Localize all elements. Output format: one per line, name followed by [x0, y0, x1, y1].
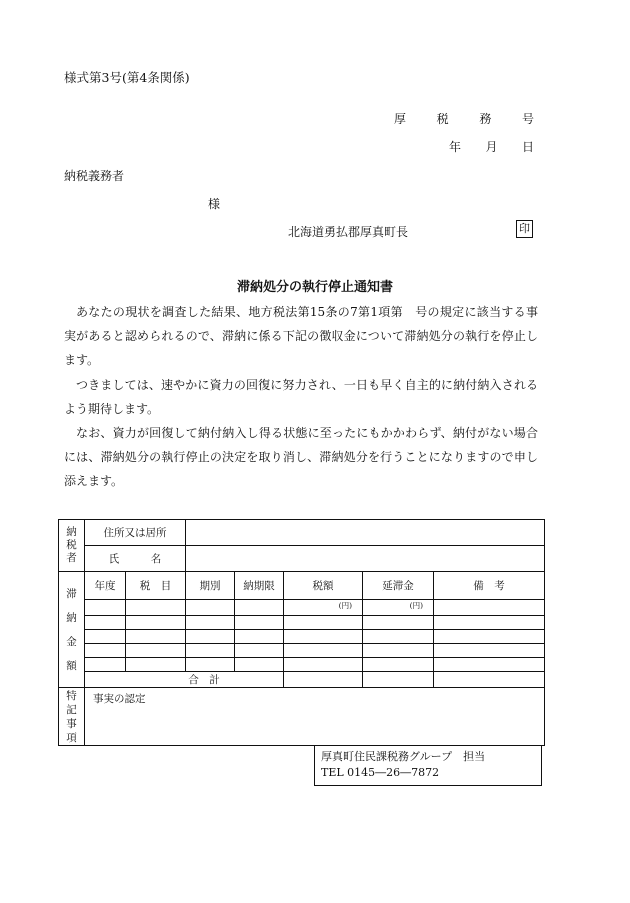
- cell[interactable]: [85, 630, 126, 644]
- ref-part: 税: [436, 112, 449, 126]
- cell[interactable]: [434, 658, 545, 672]
- cell[interactable]: [363, 644, 434, 658]
- cell[interactable]: [126, 600, 186, 616]
- fact-label: 事実の認定: [93, 693, 146, 705]
- ref-part: 厚: [394, 112, 407, 126]
- col-header-remarks: 備 考: [434, 572, 545, 600]
- document-title: 滞納処分の執行停止通知書: [236, 280, 393, 295]
- col-header-due-date: 納期限: [235, 572, 284, 600]
- notice-body: [64, 300, 538, 494]
- total-tax[interactable]: [284, 672, 363, 688]
- cell[interactable]: [235, 600, 284, 616]
- cell[interactable]: [363, 616, 434, 630]
- reference-number-line: [394, 110, 534, 127]
- cell[interactable]: [85, 616, 126, 630]
- cell[interactable]: [85, 600, 126, 616]
- arrears-section-label: 滞納金額: [59, 572, 85, 688]
- fact-recognition-field[interactable]: [85, 688, 545, 746]
- unit-yen-late-fee: (円): [363, 600, 434, 616]
- taxpayer-label: 納税義務者: [64, 169, 125, 183]
- date-month: 月: [485, 140, 498, 154]
- cell[interactable]: [434, 644, 545, 658]
- cell[interactable]: [363, 630, 434, 644]
- cell[interactable]: [235, 658, 284, 672]
- special-section-label: 特記事項: [59, 688, 85, 746]
- paragraph: あなたの現状を調査した結果、地方税法第15条の7第1項第 号の規定に該当する事実があると認められるので、滞納に係る下記の徴収金について滞納処分の執行を停止します。: [64, 305, 538, 368]
- address-value[interactable]: [186, 520, 545, 546]
- total-remarks[interactable]: [434, 672, 545, 688]
- taxpayer-section-label: 納税者: [59, 520, 85, 572]
- cell[interactable]: [126, 644, 186, 658]
- cell[interactable]: [235, 616, 284, 630]
- col-header-tax-amount: 税額: [284, 572, 363, 600]
- cell[interactable]: [235, 644, 284, 658]
- contact-tel: TEL 0145―26―7872: [321, 766, 440, 779]
- contact-department: 厚真町住民課税務グループ 担当: [321, 750, 486, 763]
- paragraph: なお、資力が回復して納付納入し得る状態に至ったにもかかわらず、納付がない場合には、滞納処分の執行停止の決定を取り消し、滞納処分を行うことになりますので申し添えます。: [64, 426, 538, 489]
- cell[interactable]: [434, 630, 545, 644]
- issuer-name: 北海道勇払郡厚真町長: [288, 225, 409, 239]
- date-day: 日: [521, 140, 534, 154]
- total-late-fee[interactable]: [363, 672, 434, 688]
- col-header-year: 年度: [85, 572, 126, 600]
- name-label: 氏 名: [85, 546, 186, 572]
- cell[interactable]: [126, 658, 186, 672]
- ref-part: 務: [479, 112, 492, 126]
- cell[interactable]: [284, 616, 363, 630]
- unit-yen-tax: (円): [284, 600, 363, 616]
- cell[interactable]: [434, 616, 545, 630]
- cell[interactable]: [186, 630, 235, 644]
- total-label: 合 計: [85, 672, 284, 688]
- cell[interactable]: [186, 616, 235, 630]
- cell[interactable]: [126, 630, 186, 644]
- seal-mark: 印: [516, 220, 533, 238]
- cell[interactable]: [434, 600, 545, 616]
- form-number: 様式第3号(第4条関係): [64, 70, 190, 85]
- cell[interactable]: [186, 658, 235, 672]
- cell[interactable]: [186, 644, 235, 658]
- cell[interactable]: [284, 630, 363, 644]
- contact-box: [314, 746, 542, 786]
- cell[interactable]: [85, 658, 126, 672]
- paragraph: つきましては、速やかに資力の回復に努力され、一日も早く自主的に納付納入されるよう期待します。: [64, 377, 538, 416]
- ref-part: 号: [521, 112, 534, 126]
- cell[interactable]: [126, 616, 186, 630]
- date-year: 年: [449, 140, 462, 154]
- cell[interactable]: [235, 630, 284, 644]
- cell[interactable]: [85, 644, 126, 658]
- date-line: [449, 138, 534, 155]
- address-label: 住所又は居所: [85, 520, 186, 546]
- cell[interactable]: [363, 658, 434, 672]
- cell[interactable]: [284, 658, 363, 672]
- cell[interactable]: [284, 644, 363, 658]
- col-header-late-fee: 延滞金: [363, 572, 434, 600]
- name-value[interactable]: [186, 546, 545, 572]
- arrears-table: [58, 519, 545, 746]
- honorific-sama: 様: [208, 197, 221, 211]
- col-header-period: 期別: [186, 572, 235, 600]
- cell[interactable]: [186, 600, 235, 616]
- col-header-tax-item: 税 目: [126, 572, 186, 600]
